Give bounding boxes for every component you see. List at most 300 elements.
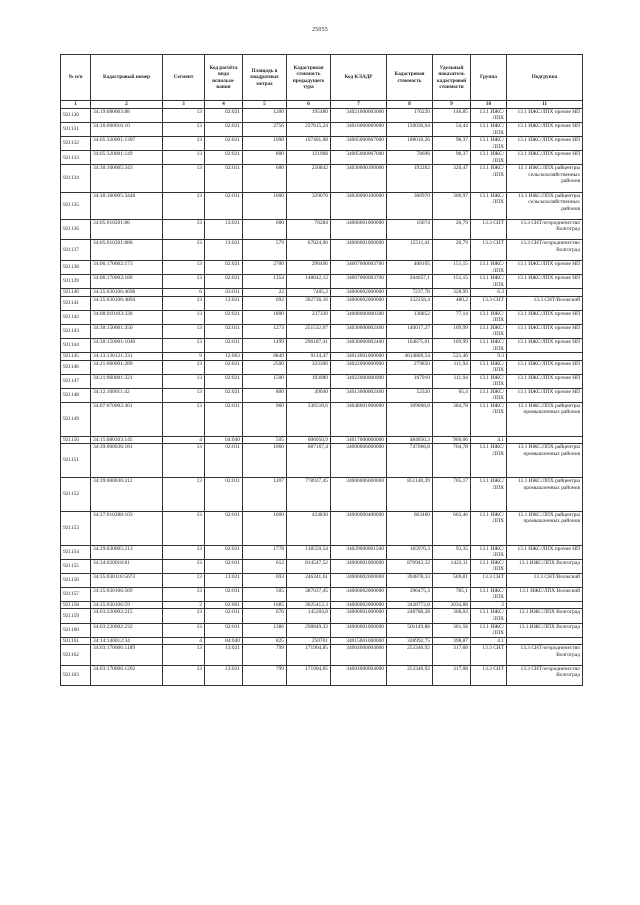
cell-area: 799 [243, 665, 287, 686]
cell-group: 13.1 ИЖС/ЛПХ [471, 444, 507, 478]
cell-prev-cost: 606050,9 [287, 436, 331, 444]
cell-usage-code: 02:011 [205, 165, 243, 192]
cell-area: 612 [243, 559, 287, 573]
table-row [61, 353, 583, 361]
cell-area: 960 [243, 402, 287, 436]
cell-usage-code: 02:011 [205, 339, 243, 353]
cell-segment: 13 [163, 324, 205, 338]
cell-prev-cost: 9114,47 [287, 353, 331, 361]
cell-kladr-code: 34005000067000 [331, 151, 387, 165]
cell-prev-cost: 195480 [287, 109, 331, 123]
table-row [61, 165, 583, 192]
cell-cost: 747066,8 [387, 444, 433, 478]
cell-group: 13.1 ИЖС/ЛПХ [471, 261, 507, 275]
cell-area: 1778 [243, 545, 287, 559]
cell-prev-cost: 3625412,3 [287, 601, 331, 609]
cell-area: 676 [243, 609, 287, 623]
cell-row-number: 921155 [61, 559, 91, 573]
cell-segment: 13 [163, 444, 205, 478]
table-row [61, 240, 583, 261]
cell-group: 13.1 ИЖС/ЛПХ [471, 151, 507, 165]
cell-group: 13.1 ИЖС/ЛПХ [471, 559, 507, 573]
cell-usage-code: 02:021 [205, 123, 243, 137]
column-number: 3 [163, 101, 205, 109]
col-header-subgroup: Подгруппа [507, 55, 583, 101]
cell-subgroup: 13.1 ИЖС/ЛПХ прочие НП [507, 324, 583, 338]
cell-area: 1273 [243, 324, 287, 338]
cell-cost: 332258,4 [387, 296, 433, 310]
cell-row-number: 921135 [61, 192, 91, 219]
cell-subgroup: 13.3 СНТ/огородничество Волгоград [507, 219, 583, 240]
cell-segment: 13 [163, 275, 205, 289]
cell-cost: 300970 [387, 192, 433, 219]
cell-area: 600 [243, 165, 287, 192]
cell-usage-code: 03:011 [205, 289, 243, 297]
cell-cost: 663460 [387, 511, 433, 545]
col-header-num: № п/п [61, 55, 91, 101]
cell-row-number: 921144 [61, 339, 91, 353]
cell-usage-code: 02:021 [205, 151, 243, 165]
cell-specific-cost: 111,94 [433, 374, 471, 388]
cell-area: 2756 [243, 123, 287, 137]
cell-subgroup [507, 637, 583, 645]
cell-area: 1060 [243, 444, 287, 478]
cell-prev-cost: 49040 [287, 388, 331, 402]
cell-cost: 16074 [387, 219, 433, 240]
cell-row-number: 921141 [61, 296, 91, 310]
cell-segment: 13 [163, 545, 205, 559]
cell-prev-cost: 814547,52 [287, 559, 331, 573]
cell-segment: 4 [163, 436, 205, 444]
cell-subgroup [507, 601, 583, 609]
cell-subgroup: 13.3 СНТ/огородничество Волгоград [507, 665, 583, 686]
cell-subgroup: 13.1 ИЖС/ЛПХ райцентры сельскохозяйственных районов [507, 165, 583, 192]
cell-cadastral-number: 34:05:010201:886 [91, 240, 163, 261]
table-row [61, 151, 583, 165]
cell-usage-code: 02:061 [205, 601, 243, 609]
cell-cost: 396475,3 [387, 587, 433, 601]
table-row [61, 137, 583, 151]
cell-cost: 165976,3 [387, 545, 433, 559]
cell-area: 2700 [243, 261, 287, 275]
cell-subgroup: 13.1 ИЖС/ЛПХ прочие НП [507, 388, 583, 402]
cell-prev-cost: 323300 [287, 360, 331, 374]
cell-area: 1499 [243, 339, 287, 353]
cell-cadastral-number: 34:06:170002:173 [91, 261, 163, 275]
cell-row-number: 921145 [61, 353, 91, 361]
cell-cadastral-number: 34:03:170006:1202 [91, 665, 163, 686]
cell-row-number: 921149 [61, 402, 91, 436]
cell-row-number: 921151 [61, 444, 91, 478]
cell-area: 692 [243, 296, 287, 310]
cell-prev-cost: 424830 [287, 511, 331, 545]
cell-segment: 13 [163, 240, 205, 261]
cell-segment: 13 [163, 310, 205, 324]
cell-specific-cost: 317,08 [433, 645, 471, 666]
cell-specific-cost: 93,35 [433, 545, 471, 559]
cell-segment: 13 [163, 192, 205, 219]
cell-prev-cost: 171904,85 [287, 665, 331, 686]
cell-row-number: 921140 [61, 289, 91, 297]
cell-cost: 501149,88 [387, 623, 433, 637]
cell-group: 6.3 [471, 289, 507, 297]
cell-area: 800 [243, 388, 287, 402]
cell-cadastral-number: 34:08:010103:328 [91, 310, 163, 324]
cell-group: 13.1 ИЖС/ЛПХ [471, 587, 507, 601]
cell-cadastral-number: 34:05:010201:86 [91, 219, 163, 240]
cell-subgroup: 13.1 ИЖС/ЛПХ прочие НП [507, 137, 583, 151]
cell-kladr-code: 34004000004000 [331, 665, 387, 686]
cell-usage-code: 13:021 [205, 296, 243, 310]
cell-subgroup: 13.3 СНТ/Волжский [507, 573, 583, 587]
cell-prev-cost: 237815,24 [287, 123, 331, 137]
cell-area: 1800 [243, 310, 287, 324]
cell-group: 13.1 ИЖС/ЛПХ [471, 511, 507, 545]
cell-kladr-code: 34015001000000 [331, 637, 387, 645]
cell-segment: 13 [163, 339, 205, 353]
cell-row-number: 921161 [61, 637, 91, 645]
cell-specific-cost: 146,85 [433, 109, 471, 123]
cell-segment: 13 [163, 587, 205, 601]
cell-area: 579 [243, 240, 287, 261]
cell-cost: 108010,26 [387, 137, 433, 151]
cell-kladr-code: 34007000003700 [331, 275, 387, 289]
cell-cost: 253346,92 [387, 645, 433, 666]
cell-kladr-code: 34007000003700 [331, 261, 387, 275]
cell-usage-code: 13:021 [205, 645, 243, 666]
cell-row-number: 921133 [61, 151, 91, 165]
cell-kladr-code: 34013000002400 [331, 388, 387, 402]
cell-prev-cost: 167401,08 [287, 137, 331, 151]
cell-kladr-code: 34030000002400 [331, 339, 387, 353]
cell-prev-cost: 387037,45 [287, 587, 331, 601]
cell-cost: 204657,1 [387, 275, 433, 289]
cell-group: 13.1 ИЖС/ЛПХ [471, 360, 507, 374]
cell-row-number: 921142 [61, 310, 91, 324]
cell-subgroup: 13.3 СНТ/огородничество Волгоград [507, 645, 583, 666]
cell-usage-code: 02:011 [205, 402, 243, 436]
cell-specific-cost: 111,94 [433, 360, 471, 374]
column-number: 8 [387, 101, 433, 109]
cell-kladr-code: 34017000000000 [331, 436, 387, 444]
cell-prev-cost: 246341,61 [287, 573, 331, 587]
cell-segment: 13 [163, 261, 205, 275]
cell-usage-code: 02:021 [205, 109, 243, 123]
cell-specific-cost: 328,99 [433, 289, 471, 297]
cell-cadastral-number: 34:30:150001:350 [91, 324, 163, 338]
cell-group: 13.1 ИЖС/ЛПХ [471, 109, 507, 123]
cell-prev-cost: 687167,4 [287, 444, 331, 478]
column-number: 2 [91, 101, 163, 109]
cell-area: 693 [243, 573, 287, 587]
cell-segment: 13 [163, 511, 205, 545]
cell-kladr-code: 34000001000000 [331, 559, 387, 573]
cell-usage-code: 02:011 [205, 587, 243, 601]
cell-group: 13.1 ИЖС/ЛПХ [471, 275, 507, 289]
cell-usage-code: 02:011 [205, 623, 243, 637]
cell-area: 1500 [243, 374, 287, 388]
cell-group: 9.3 [471, 353, 507, 361]
cell-area: 505 [243, 436, 287, 444]
cell-cost: 140017,27 [387, 324, 433, 338]
cell-subgroup: 13.1 ИЖС/ЛПХ райцентры сельскохозяйственных районов [507, 192, 583, 219]
cell-row-number: 921156 [61, 573, 91, 587]
cell-cost: 192282 [387, 165, 433, 192]
cell-kladr-code: 34000001000000 [331, 609, 387, 623]
cell-prev-cost: 145204,8 [287, 609, 331, 623]
cell-cadastral-number: 34:19:080003:88 [91, 109, 163, 123]
cell-subgroup: 13.1 ИЖС/ЛПХ райцентры промышленных районов [507, 511, 583, 545]
cell-kladr-code: 34000000400000 [331, 511, 387, 545]
cell-prev-cost: 336518,6 [287, 402, 331, 436]
cell-row-number: 921130 [61, 109, 91, 123]
cell-row-number: 921162 [61, 645, 91, 666]
cell-cadastral-number: 34:06:170002:180 [91, 275, 163, 289]
cell-group: 4.1 [471, 637, 507, 645]
cell-group: 13.1 ИЖС/ЛПХ [471, 545, 507, 559]
cell-group: 13.1 ИЖС/ЛПХ [471, 402, 507, 436]
cell-cadastral-number: 34:03:220002:232 [91, 623, 163, 637]
cell-subgroup: 13.1 ИЖС/ЛПХ прочие НП [507, 261, 583, 275]
cell-prev-cost: 296406 [287, 261, 331, 275]
cell-usage-code: 12:003 [205, 353, 243, 361]
cell-usage-code: 02:011 [205, 559, 243, 573]
cell-usage-code: 13:021 [205, 665, 243, 686]
cell-group: 13.1 ИЖС/ЛПХ [471, 137, 507, 151]
cell-group: 13.1 ИЖС/ЛПХ [471, 324, 507, 338]
cell-row-number: 921143 [61, 324, 91, 338]
cell-usage-code: 02:011 [205, 324, 243, 338]
cell-area: 600 [243, 219, 287, 240]
cell-prev-cost: 250842 [287, 165, 331, 192]
cell-cost: 176220 [387, 109, 433, 123]
cell-kladr-code: 34008000000300 [331, 310, 387, 324]
cell-specific-cost: 704,78 [433, 444, 471, 478]
cell-cost: 870943,32 [387, 559, 433, 573]
cell-specific-cost: 368,03 [433, 609, 471, 623]
cell-usage-code: 04:040 [205, 637, 243, 645]
cell-prev-cost: 193980 [287, 374, 331, 388]
table-row [61, 402, 583, 436]
cell-segment: 13 [163, 137, 205, 151]
column-number: 1 [61, 101, 91, 109]
cell-segment: 6 [163, 289, 205, 297]
col-header-usage-code: Код расчёта вида использо-вания [205, 55, 243, 101]
cell-cost: 15511,41 [387, 240, 433, 261]
cell-kladr-code: 34000002000000 [331, 601, 387, 609]
cell-usage-code: 02:011 [205, 478, 243, 512]
cell-cadastral-number: 34:39:000036:212 [91, 478, 163, 512]
table-row [61, 609, 583, 623]
table-row [61, 511, 583, 545]
cell-group: 13.3 СНТ [471, 665, 507, 686]
cell-cadastral-number: 34:12:100011:42 [91, 388, 163, 402]
cell-group: 13.1 ИЖС/ЛПХ [471, 623, 507, 637]
cell-subgroup: 13.1 ИЖС/ЛПХ Волгоград [507, 623, 583, 637]
cell-area: 2500 [243, 360, 287, 374]
cell-row-number: 921152 [61, 478, 91, 512]
cell-kladr-code: 34000006000000 [331, 478, 387, 512]
cell-subgroup: 13.3 СНТ/Волжский [507, 296, 583, 310]
cell-subgroup: 13.1 ИЖС/ЛПХ прочие НП [507, 545, 583, 559]
cell-segment: 13 [163, 123, 205, 137]
cell-kladr-code: 34000006000000 [331, 444, 387, 478]
cell-cadastral-number: 34:13:130121:331 [91, 353, 163, 361]
cell-specific-cost: 320,47 [433, 165, 471, 192]
cell-cost: 78696 [387, 151, 433, 165]
cell-row-number: 921138 [61, 261, 91, 275]
cell-cadastral-number: 34:35:030106:4894 [91, 296, 163, 310]
cell-subgroup: 13.1 ИЖС/ЛПХ Волгоград [507, 559, 583, 573]
cell-cost: 408105 [387, 261, 433, 275]
cell-area: 22 [243, 289, 287, 297]
column-number: 10 [471, 101, 507, 109]
page-number: 25055 [312, 27, 328, 33]
column-number: 7 [331, 101, 387, 109]
cell-segment: 13 [163, 609, 205, 623]
cell-segment: 4 [163, 637, 205, 645]
cell-specific-cost: 300,97 [433, 192, 471, 219]
cell-specific-cost: 361,58 [433, 623, 471, 637]
table-row [61, 665, 583, 686]
cell-specific-cost: 521,46 [433, 353, 471, 361]
cell-cadastral-number: 34:05:320001:1307 [91, 137, 163, 151]
column-number: 6 [287, 101, 331, 109]
cell-row-number: 921134 [61, 165, 91, 192]
cell-specific-cost: 65,4 [433, 388, 471, 402]
cell-cost: 3428772,8 [387, 601, 433, 609]
table-row [61, 360, 583, 374]
cell-specific-cost: 77,14 [433, 310, 471, 324]
cell-row-number: 921139 [61, 275, 91, 289]
cell-subgroup: 13.1 ИЖС/ЛПХ райцентры промышленных районов [507, 478, 583, 512]
cell-group: 13.1 ИЖС/ЛПХ [471, 123, 507, 137]
cell-cadastral-number: 34:14:140012:34 [91, 637, 163, 645]
cell-subgroup [507, 289, 583, 297]
table-row [61, 192, 583, 219]
cell-cost: 253346,92 [387, 665, 433, 686]
table-row [61, 324, 583, 338]
cell-area: 1354 [243, 275, 287, 289]
table-row [61, 587, 583, 601]
table-row [61, 310, 583, 324]
table-row [61, 559, 583, 573]
cell-segment: 13 [163, 645, 205, 666]
cell-usage-code: 02:021 [205, 310, 243, 324]
col-header-kladr: Код КЛАДР [331, 55, 387, 101]
cell-subgroup: 13.1 ИЖС/ЛПХ прочие НП [507, 151, 583, 165]
cell-kladr-code: 34030000100000 [331, 165, 387, 192]
cell-kladr-code: 34029000001500 [331, 545, 387, 559]
cell-kladr-code: 34000001000000 [331, 623, 387, 637]
cell-cost: 167910 [387, 374, 433, 388]
cell-prev-cost: 237330 [287, 310, 331, 324]
cell-usage-code: 02:011 [205, 609, 243, 623]
cell-subgroup: 13.1 ИЖС/ЛПХ прочие НП [507, 123, 583, 137]
cell-row-number: 921157 [61, 587, 91, 601]
cell-group: 13.3 СНТ [471, 296, 507, 310]
cell-kladr-code: 34000002000000 [331, 587, 387, 601]
cell-usage-code: 02:011 [205, 444, 243, 478]
cell-prev-cost: 121968 [287, 151, 331, 165]
cell-cadastral-number: 34:35:030106:569 [91, 587, 163, 601]
cell-subgroup: 13.1 ИЖС/ЛПХ прочие НП [507, 360, 583, 374]
cell-area: 800 [243, 151, 287, 165]
cell-specific-cost: 785,1 [433, 587, 471, 601]
table-row [61, 339, 583, 353]
cell-kladr-code: 34021000003000 [331, 109, 387, 123]
cell-usage-code: 13:021 [205, 240, 243, 261]
cell-segment: 13 [163, 402, 205, 436]
cell-segment: 13 [163, 665, 205, 686]
cell-specific-cost: 663,46 [433, 511, 471, 545]
cell-prev-cost: 251532,07 [287, 324, 331, 338]
cell-cadastral-number: 34:03:220002:215 [91, 609, 163, 623]
table-row [61, 645, 583, 666]
cell-segment: 2 [163, 601, 205, 609]
cell-usage-code: 02:011 [205, 192, 243, 219]
cell-prev-cost: 298849,32 [287, 623, 331, 637]
table-row [61, 123, 583, 137]
cell-cadastral-number: 34:37:010288:103 [91, 511, 163, 545]
cell-cadastral-number: 34:30:150001:1040 [91, 339, 163, 353]
table-row [61, 637, 583, 645]
col-header-prev-cost: Кадастровая стоимость предыдущего тура [287, 55, 331, 101]
cell-row-number: 921136 [61, 219, 91, 240]
cell-subgroup: 13.3 СНТ/огородничество Волгоград [507, 240, 583, 261]
cell-area: 1000 [243, 192, 287, 219]
cell-cost: 248788,28 [387, 609, 433, 623]
cell-kladr-code: 34000002000000 [331, 573, 387, 587]
cell-specific-cost: 26,79 [433, 240, 471, 261]
cell-area: 1200 [243, 109, 287, 123]
cell-subgroup: 13.1 ИЖС/ЛПХ прочие НП [507, 374, 583, 388]
cell-row-number: 921153 [61, 511, 91, 545]
cell-group: 13.3 СНТ [471, 645, 507, 666]
cell-cadastral-number: 34:34:020018:81 [91, 559, 163, 573]
cell-cadastral-number: 34:16:060016:10 [91, 123, 163, 137]
cell-subgroup: 13.1 ИЖС/ЛПХ Волжский [507, 587, 583, 601]
cell-specific-cost: 705,17 [433, 478, 471, 512]
cell-usage-code: 04:040 [205, 436, 243, 444]
cell-row-number: 921160 [61, 623, 91, 637]
cell-cadastral-number: 34:21:060001:321 [91, 374, 163, 388]
cell-subgroup: 13.1 ИЖС/ЛПХ Волгоград [507, 609, 583, 623]
cell-kladr-code: 34022000000900 [331, 360, 387, 374]
cell-cost: 279850 [387, 360, 433, 374]
col-header-cadastral-number: Кадастровый номер [91, 55, 163, 101]
cell-segment: 13 [163, 388, 205, 402]
cell-kladr-code: 34005000067000 [331, 137, 387, 151]
table-row [61, 261, 583, 275]
cell-area: 825 [243, 637, 287, 645]
cell-specific-cost: 26,79 [433, 219, 471, 240]
col-header-group: Группа [471, 55, 507, 101]
cell-area: 1207 [243, 478, 287, 512]
col-header-cost: Кадастровая стоимость [387, 55, 433, 101]
cell-prev-cost: 70284 [287, 219, 331, 240]
cell-segment: 13 [163, 165, 205, 192]
cell-prev-cost: 171904,85 [287, 645, 331, 666]
table-row [61, 289, 583, 297]
cadastral-table [60, 54, 583, 686]
cell-area: 799 [243, 645, 287, 666]
cell-area: 8849 [243, 353, 287, 361]
cell-subgroup: 13.1 ИЖС/ЛПХ прочие НП [507, 275, 583, 289]
cell-cadastral-number: 34:07:070002:461 [91, 402, 163, 436]
table-row [61, 296, 583, 310]
cell-row-number: 921132 [61, 137, 91, 151]
